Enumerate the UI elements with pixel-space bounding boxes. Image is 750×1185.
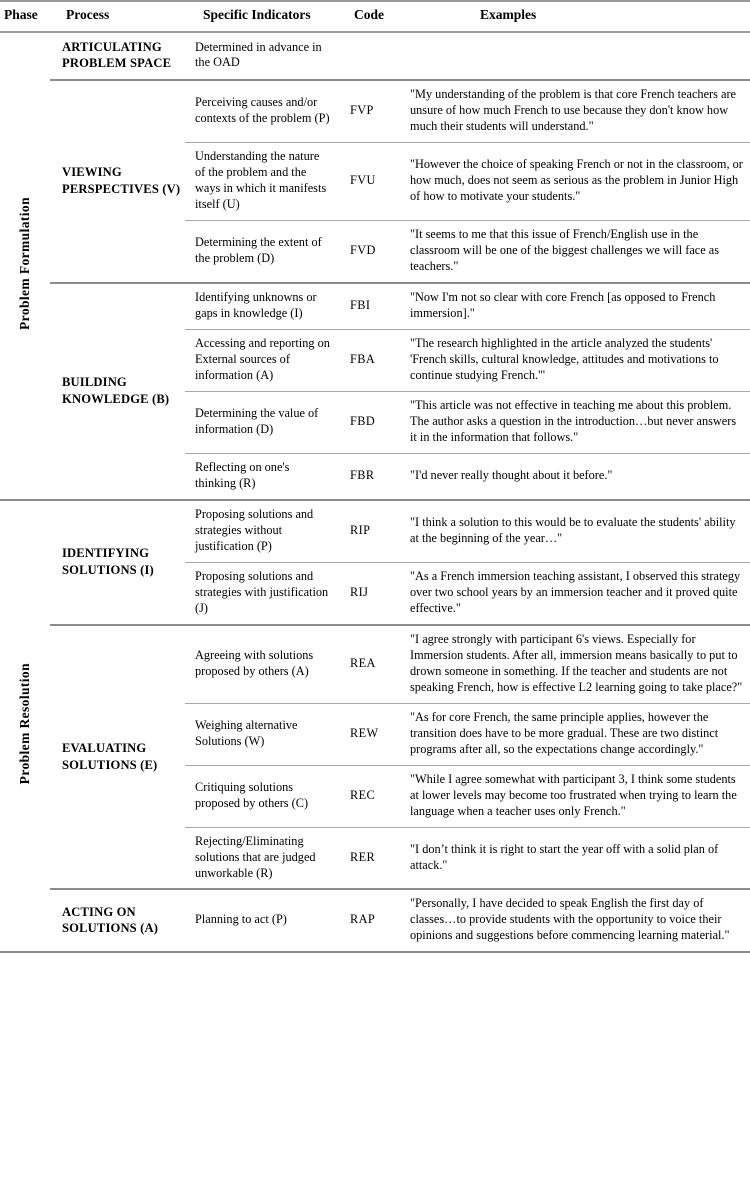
table-bottom-rule-cell [340, 952, 400, 953]
header-row [0, 1, 750, 32]
phase-label: Problem Formulation [17, 196, 33, 330]
column-header-code: Code [340, 1, 400, 32]
process-cell: ARTICULATING PROBLEM SPACE [50, 32, 185, 80]
example-cell: "The research highlighted in the article analyzed the students' 'French skills, cultural knowledge, attitudes and motivations to continue studying French.'" [400, 329, 750, 391]
example-cell: "I think a solution to this would be to evaluate the students' ability at the beginning of the year…" [400, 500, 750, 562]
example-cell: "Personally, I have decided to speak English the first day of classes…to provide students with the opportunity to voice their opinions and suggestions before commencing learning material." [400, 889, 750, 952]
specific-indicator-cell: Accessing and reporting on External sources of information (A) [185, 329, 340, 391]
process-cell: IDENTIFYING SOLUTIONS (I) [50, 500, 185, 625]
code-cell: RAP [340, 889, 400, 952]
specific-indicator-cell: Identifying unknowns or gaps in knowledge (I) [185, 283, 340, 329]
process-cell: VIEWING PERSPECTIVES (V) [50, 80, 185, 283]
table-row [0, 80, 750, 142]
example-cell: "I'd never really thought about it before." [400, 453, 750, 499]
example-cell: "As for core French, the same principle applies, however the transition does have to be more gradual. These are two distinct programs after all, so the expectations change accordingly." [400, 703, 750, 765]
code-cell: REC [340, 765, 400, 827]
code-cell: FBI [340, 283, 400, 329]
specific-indicator-cell: Agreeing with solutions proposed by others (A) [185, 625, 340, 703]
code-cell: FBR [340, 453, 400, 499]
table-header [0, 1, 750, 32]
specific-indicator-cell: Determining the value of information (D) [185, 391, 340, 453]
table-bottom-rule-cell [0, 952, 50, 953]
example-cell [400, 32, 750, 80]
phase-cell [0, 32, 50, 500]
example-cell: "However the choice of speaking French or not in the classroom, or how much, does not seem as serious as the problem in Junior High of how to motivate your students." [400, 143, 750, 221]
column-header-phase: Phase [0, 1, 50, 32]
example-cell: "While I agree somewhat with participant 3, I think some students at lower levels may become too frustrated when trying to learn the language when a teacher uses only French." [400, 765, 750, 827]
code-cell: FVP [340, 80, 400, 142]
code-cell: FBD [340, 391, 400, 453]
column-header-examples: Examples [400, 1, 750, 32]
column-header-specific-indicators: Specific Indicators [185, 1, 340, 32]
example-cell: "It seems to me that this issue of French/English use in the classroom will be one of the biggest challenges we will face as teachers." [400, 220, 750, 282]
specific-indicator-cell: Understanding the nature of the problem and the ways in which it manifests itself (U) [185, 143, 340, 221]
table-bottom-rule-cell [400, 952, 750, 953]
example-cell: "I agree strongly with participant 6's views. Especially for Immersion students. After all, immersion means basically to put to drown someone in something. If the teacher and students are not speaking French, how is effective L2 learning going to take place?" [400, 625, 750, 703]
specific-indicator-cell: Determining the extent of the problem (D) [185, 220, 340, 282]
specific-indicator-cell: Proposing solutions and strategies without justification (P) [185, 500, 340, 562]
code-cell: FBA [340, 329, 400, 391]
process-cell: EVALUATING SOLUTIONS (E) [50, 625, 185, 890]
code-cell [340, 32, 400, 80]
table-bottom-rule-cell [185, 952, 340, 953]
example-cell: "As a French immersion teaching assistant, I observed this strategy over two school years by an immersion teacher and it proved quite effective." [400, 562, 750, 624]
code-cell: FVU [340, 143, 400, 221]
phase-cell [0, 500, 50, 953]
table-bottom-rule-cell [50, 952, 185, 953]
process-cell: BUILDING KNOWLEDGE (B) [50, 283, 185, 500]
column-header-process: Process [50, 1, 185, 32]
code-cell: REW [340, 703, 400, 765]
specific-indicator-cell: Rejecting/Eliminating solutions that are judged unworkable (R) [185, 827, 340, 889]
code-cell: RIJ [340, 562, 400, 624]
specific-indicator-cell: Planning to act (P) [185, 889, 340, 952]
table-row [0, 500, 750, 562]
process-cell: ACTING ON SOLUTIONS (A) [50, 889, 185, 952]
code-cell: REA [340, 625, 400, 703]
table-bottom-rule [0, 952, 750, 953]
specific-indicator-cell: Determined in advance in the OAD [185, 32, 340, 80]
code-cell: RIP [340, 500, 400, 562]
example-cell: "My understanding of the problem is that core French teachers are unsure of how much French to use because they don't know how much their students will understand." [400, 80, 750, 142]
table-row [0, 889, 750, 952]
code-cell: FVD [340, 220, 400, 282]
example-cell: "I don’t think it is right to start the year off with a solid plan of attack." [400, 827, 750, 889]
specific-indicator-cell: Weighing alternative Solutions (W) [185, 703, 340, 765]
code-cell: RER [340, 827, 400, 889]
table-row [0, 283, 750, 329]
phase-label: Problem Resolution [17, 662, 33, 785]
specific-indicator-cell: Critiquing solutions proposed by others (C) [185, 765, 340, 827]
table-body [0, 32, 750, 954]
specific-indicator-cell: Proposing solutions and strategies with justification (J) [185, 562, 340, 624]
example-cell: "Now I'm not so clear with core French [as opposed to French immersion]." [400, 283, 750, 329]
example-cell: "This article was not effective in teaching me about this problem. The author asks a question in the introduction…but never answers it in the information that follows." [400, 391, 750, 453]
table-row [0, 625, 750, 703]
specific-indicator-cell: Perceiving causes and/or contexts of the problem (P) [185, 80, 340, 142]
table-row [0, 32, 750, 80]
specific-indicator-cell: Reflecting on one's thinking (R) [185, 453, 340, 499]
